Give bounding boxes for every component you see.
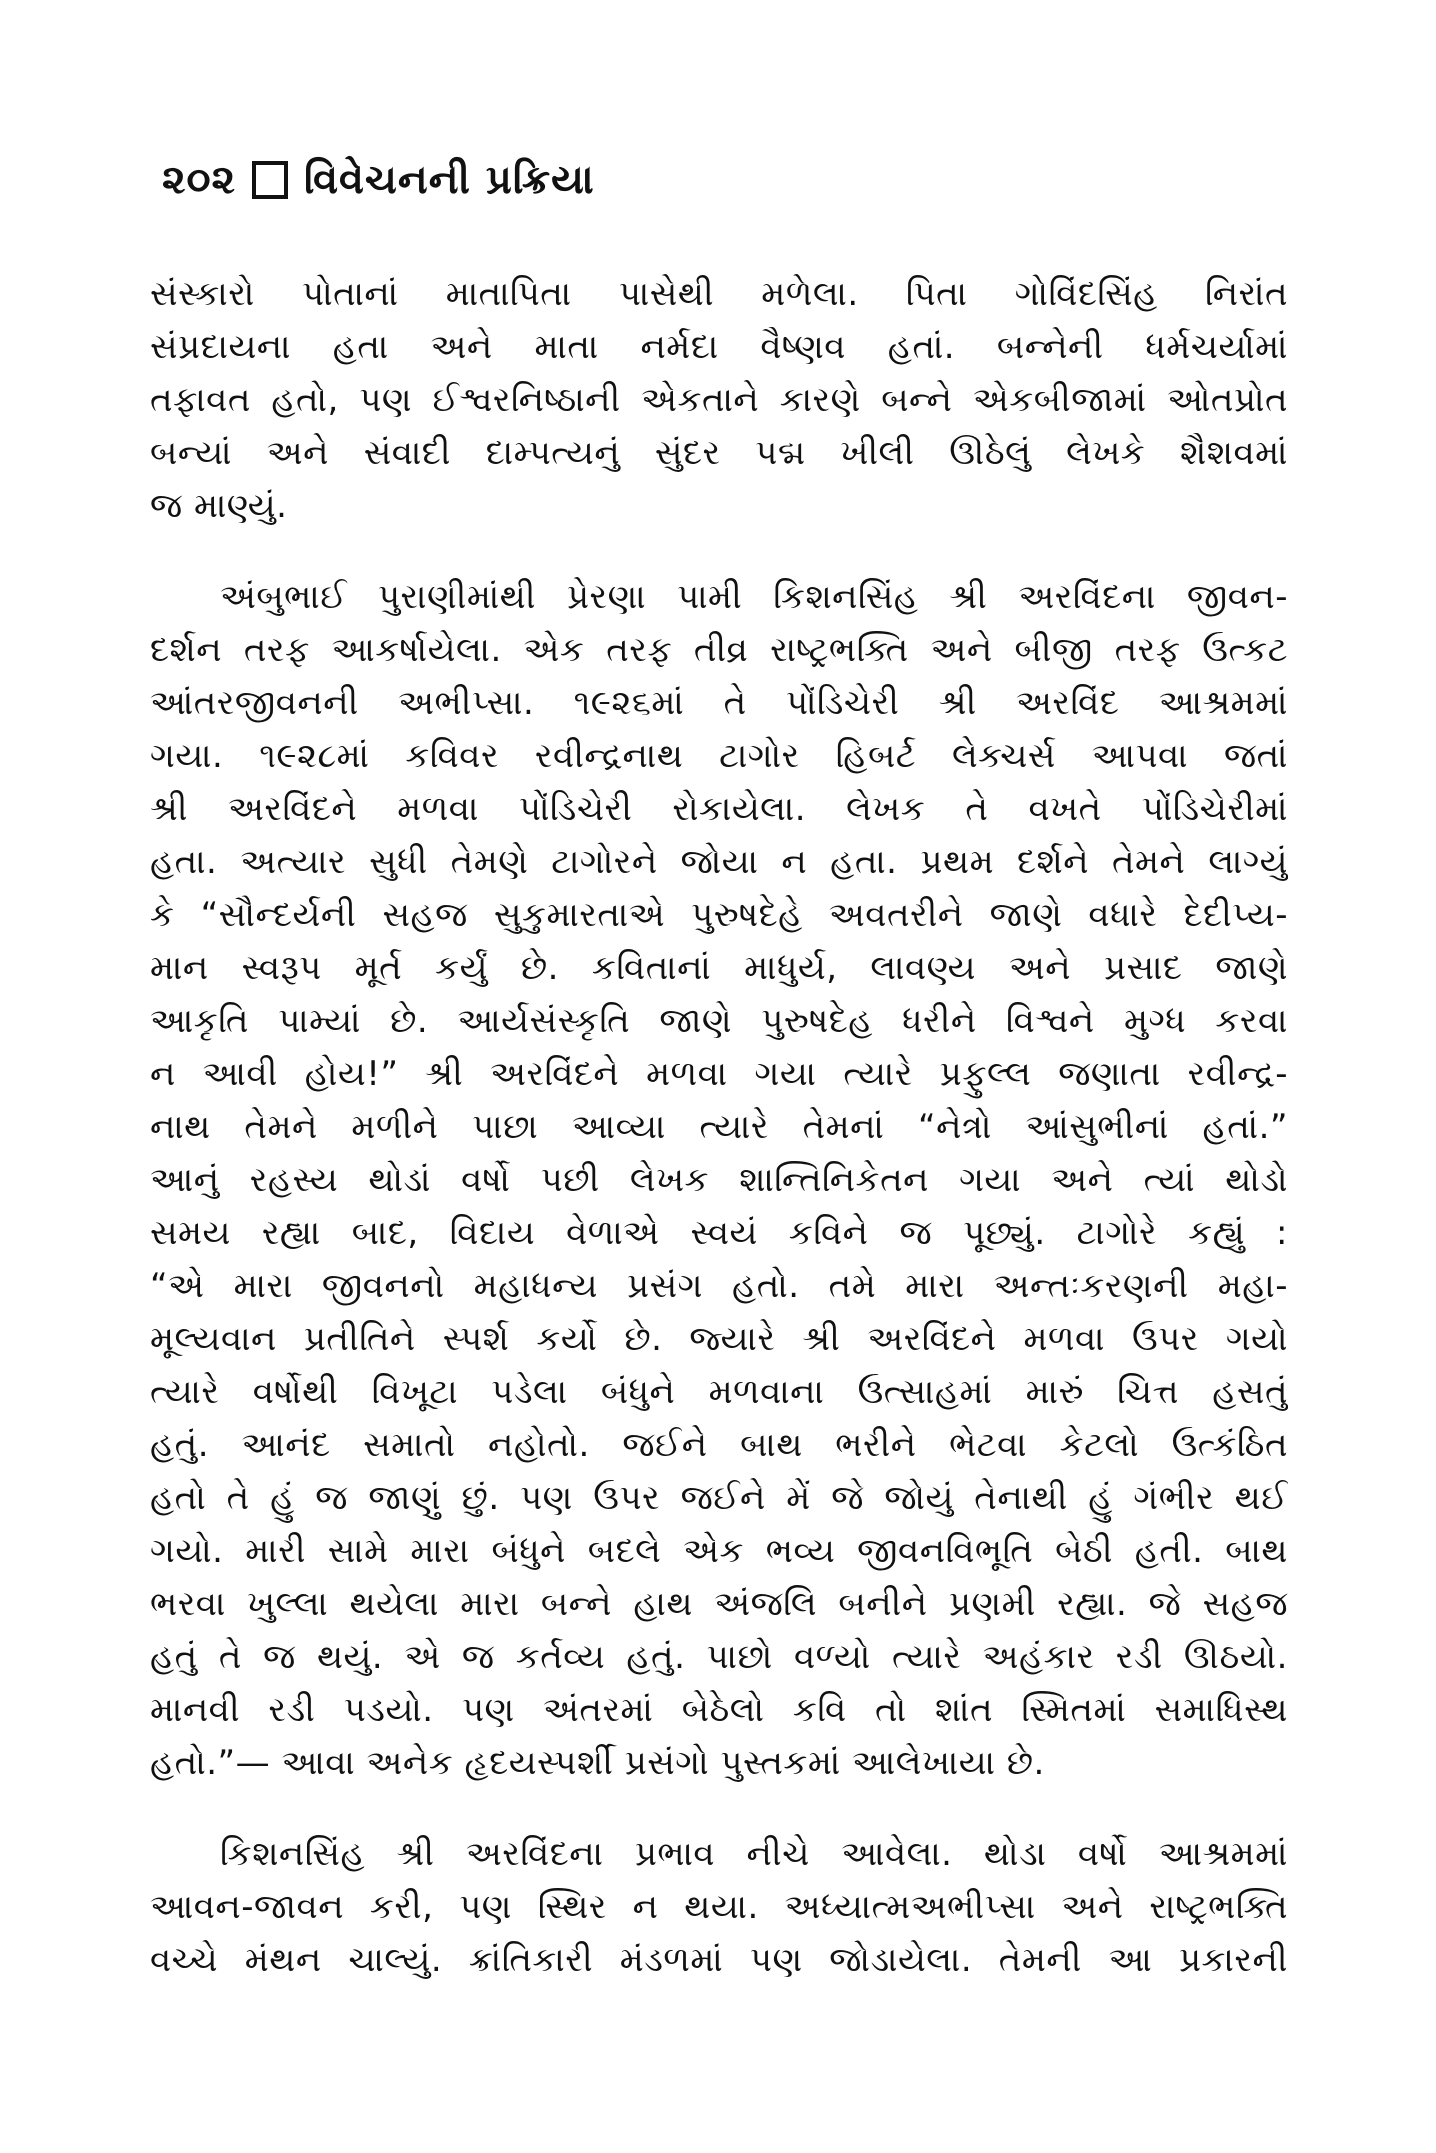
text-line: હતા. અત્યાર સુધી તેમણે ટાગોરને જોયા ન હતા. પ્રથમ દર્શને તેમને લાગ્યું [150, 842, 1288, 882]
text-line: ભરવા ખુલ્લા થયેલા મારા બન્ને હાથ અંજલિ બનીને પ્રણમી રહ્યા. જે સહજ [150, 1584, 1288, 1624]
text-line: હતું તે જ થયું. એ જ કર્તવ્ય હતું. પાછો વળ્યો ત્યારે અહંકાર રડી ઊઠયો. [150, 1637, 1288, 1677]
text-line: જ માણ્યું. [150, 486, 288, 526]
text-line: હતો તે હું જ જાણું છું. પણ ઉપર જઈને મેં જે જોયું તેનાથી હું ગંભીર થઈ [150, 1478, 1288, 1518]
text-line: આંતરજીવનની અભીપ્સા. ૧૯૨૬માં તે પોંડિચેરી શ્રી અરવિંદ આશ્રમમાં [150, 683, 1288, 723]
text-line: સંપ્રદાયના હતા અને માતા નર્મદા વૈષ્ણવ હતાં. બન્નેની ધર્મચર્યામાં [150, 327, 1288, 367]
paragraph-3 [150, 1828, 1288, 1987]
text-line: માનવી રડી પડયો. પણ અંતરમાં બેઠેલો કવિ તો શાંત સ્મિતમાં સમાધિસ્થ [150, 1690, 1288, 1730]
text-line: સંસ્કારો પોતાનાં માતાપિતા પાસેથી મળેલા. પિતા ગોવિંદસિંહ નિરાંત [150, 274, 1288, 314]
text-line: ગયો. મારી સામે મારા બંધુને બદલે એક ભવ્ય જીવનવિભૂતિ બેઠી હતી. બાથ [150, 1531, 1288, 1571]
header-box-ornament [252, 161, 288, 199]
page-number: ૨૦૨ [162, 157, 237, 203]
text-line: મૂલ્યવાન પ્રતીતિને સ્પર્શ કર્યો છે. જ્યારે શ્રી અરવિંદને મળવા ઉપર ગયો [150, 1319, 1288, 1359]
running-head [162, 150, 595, 210]
text-line: તફાવત હતો, પણ ઈશ્વરનિષ્ઠાની એકતાને કારણે બન્ને એકબીજામાં ઓતપ્રોત [150, 380, 1288, 420]
text-line: દર્શન તરફ આકર્ષાયેલા. એક તરફ તીવ્ર રાષ્ટ્રભક્તિ અને બીજી તરફ ઉત્કટ [150, 630, 1288, 670]
running-title: વિવેચનની પ્રક્રિયા [304, 157, 595, 203]
text-line: હતો.”— આવા અનેક હૃદયસ્પર્શી પ્રસંગો પુસ્તકમાં આલેખાયા છે. [150, 1743, 1045, 1783]
paragraph-2 [150, 571, 1288, 1790]
text-line: વચ્ચે મંથન ચાલ્યું. ક્રાંતિકારી મંડળમાં પણ જોડાયેલા. તેમની આ પ્રકારની [150, 1940, 1288, 1980]
text-line: “એ મારા જીવનનો મહાધન્ય પ્રસંગ હતો. તમે મારા અન્તઃકરણની મહા- [150, 1266, 1288, 1306]
text-line: શ્રી અરવિંદને મળવા પોંડિચેરી રોકાયેલા. લેખક તે વખતે પોંડિચેરીમાં [150, 789, 1288, 829]
text-line: આકૃતિ પામ્યાં છે. આર્યસંસ્કૃતિ જાણે પુરુષદેહ ધરીને વિશ્વને મુગ્ધ કરવા [150, 1001, 1288, 1041]
text-line: આવન-જાવન કરી, પણ સ્થિર ન થયા. અધ્યાત્મઅભીપ્સા અને રાષ્ટ્રભક્તિ [150, 1887, 1288, 1927]
text-line: કિશનસિંહ શ્રી અરવિંદના પ્રભાવ નીચે આવેલા. થોડા વર્ષો આશ્રમમાં [220, 1834, 1288, 1874]
paragraph-1 [150, 268, 1288, 533]
text-line: કે “સૌન્દર્યની સહજ સુકુમારતાએ પુરુષદેહે અવતરીને જાણે વધારે દેદીપ્ય- [150, 895, 1288, 935]
text-line: આનું રહસ્ય થોડાં વર્ષો પછી લેખક શાન્તિનિકેતન ગયા અને ત્યાં થોડો [150, 1160, 1288, 1200]
text-line: હતું. આનંદ સમાતો નહોતો. જઈને બાથ ભરીને ભેટવા કેટલો ઉત્કંઠિત [150, 1425, 1288, 1465]
text-line: ત્યારે વર્ષોથી વિખૂટા પડેલા બંધુને મળવાના ઉત્સાહમાં મારું ચિત્ત હસતું [150, 1372, 1288, 1412]
text-line: નાથ તેમને મળીને પાછા આવ્યા ત્યારે તેમનાં “નેત્રો આંસુભીનાં હતાં.” [150, 1107, 1288, 1147]
text-line: બન્યાં અને સંવાદી દામ્પત્યનું સુંદર પદ્મ ખીલી ઊઠેલું લેખકે શૈશવમાં [150, 433, 1288, 473]
text-line: અંબુભાઈ પુરાણીમાંથી પ્રેરણા પામી કિશનસિંહ શ્રી અરવિંદના જીવન- [220, 577, 1288, 617]
body-text [150, 268, 1288, 1987]
text-line: ન આવી હોય!” શ્રી અરવિંદને મળવા ગયા ત્યારે પ્રફુલ્લ જણાતા રવીન્દ્ર- [150, 1054, 1288, 1094]
text-line: સમય રહ્યા બાદ, વિદાય વેળાએ સ્વયં કવિને જ પૂછ્યું. ટાગોરે કહ્યું : [150, 1213, 1288, 1253]
text-line: માન સ્વરૂપ મૂર્ત કર્યું છે. કવિતાનાં માધુર્ય, લાવણ્ય અને પ્રસાદ જાણે [150, 948, 1288, 988]
text-line: ગયા. ૧૯૨૮માં કવિવર રવીન્દ્રનાથ ટાગોર હિબર્ટ લેક્ચર્સ આપવા જતાં [150, 736, 1288, 776]
